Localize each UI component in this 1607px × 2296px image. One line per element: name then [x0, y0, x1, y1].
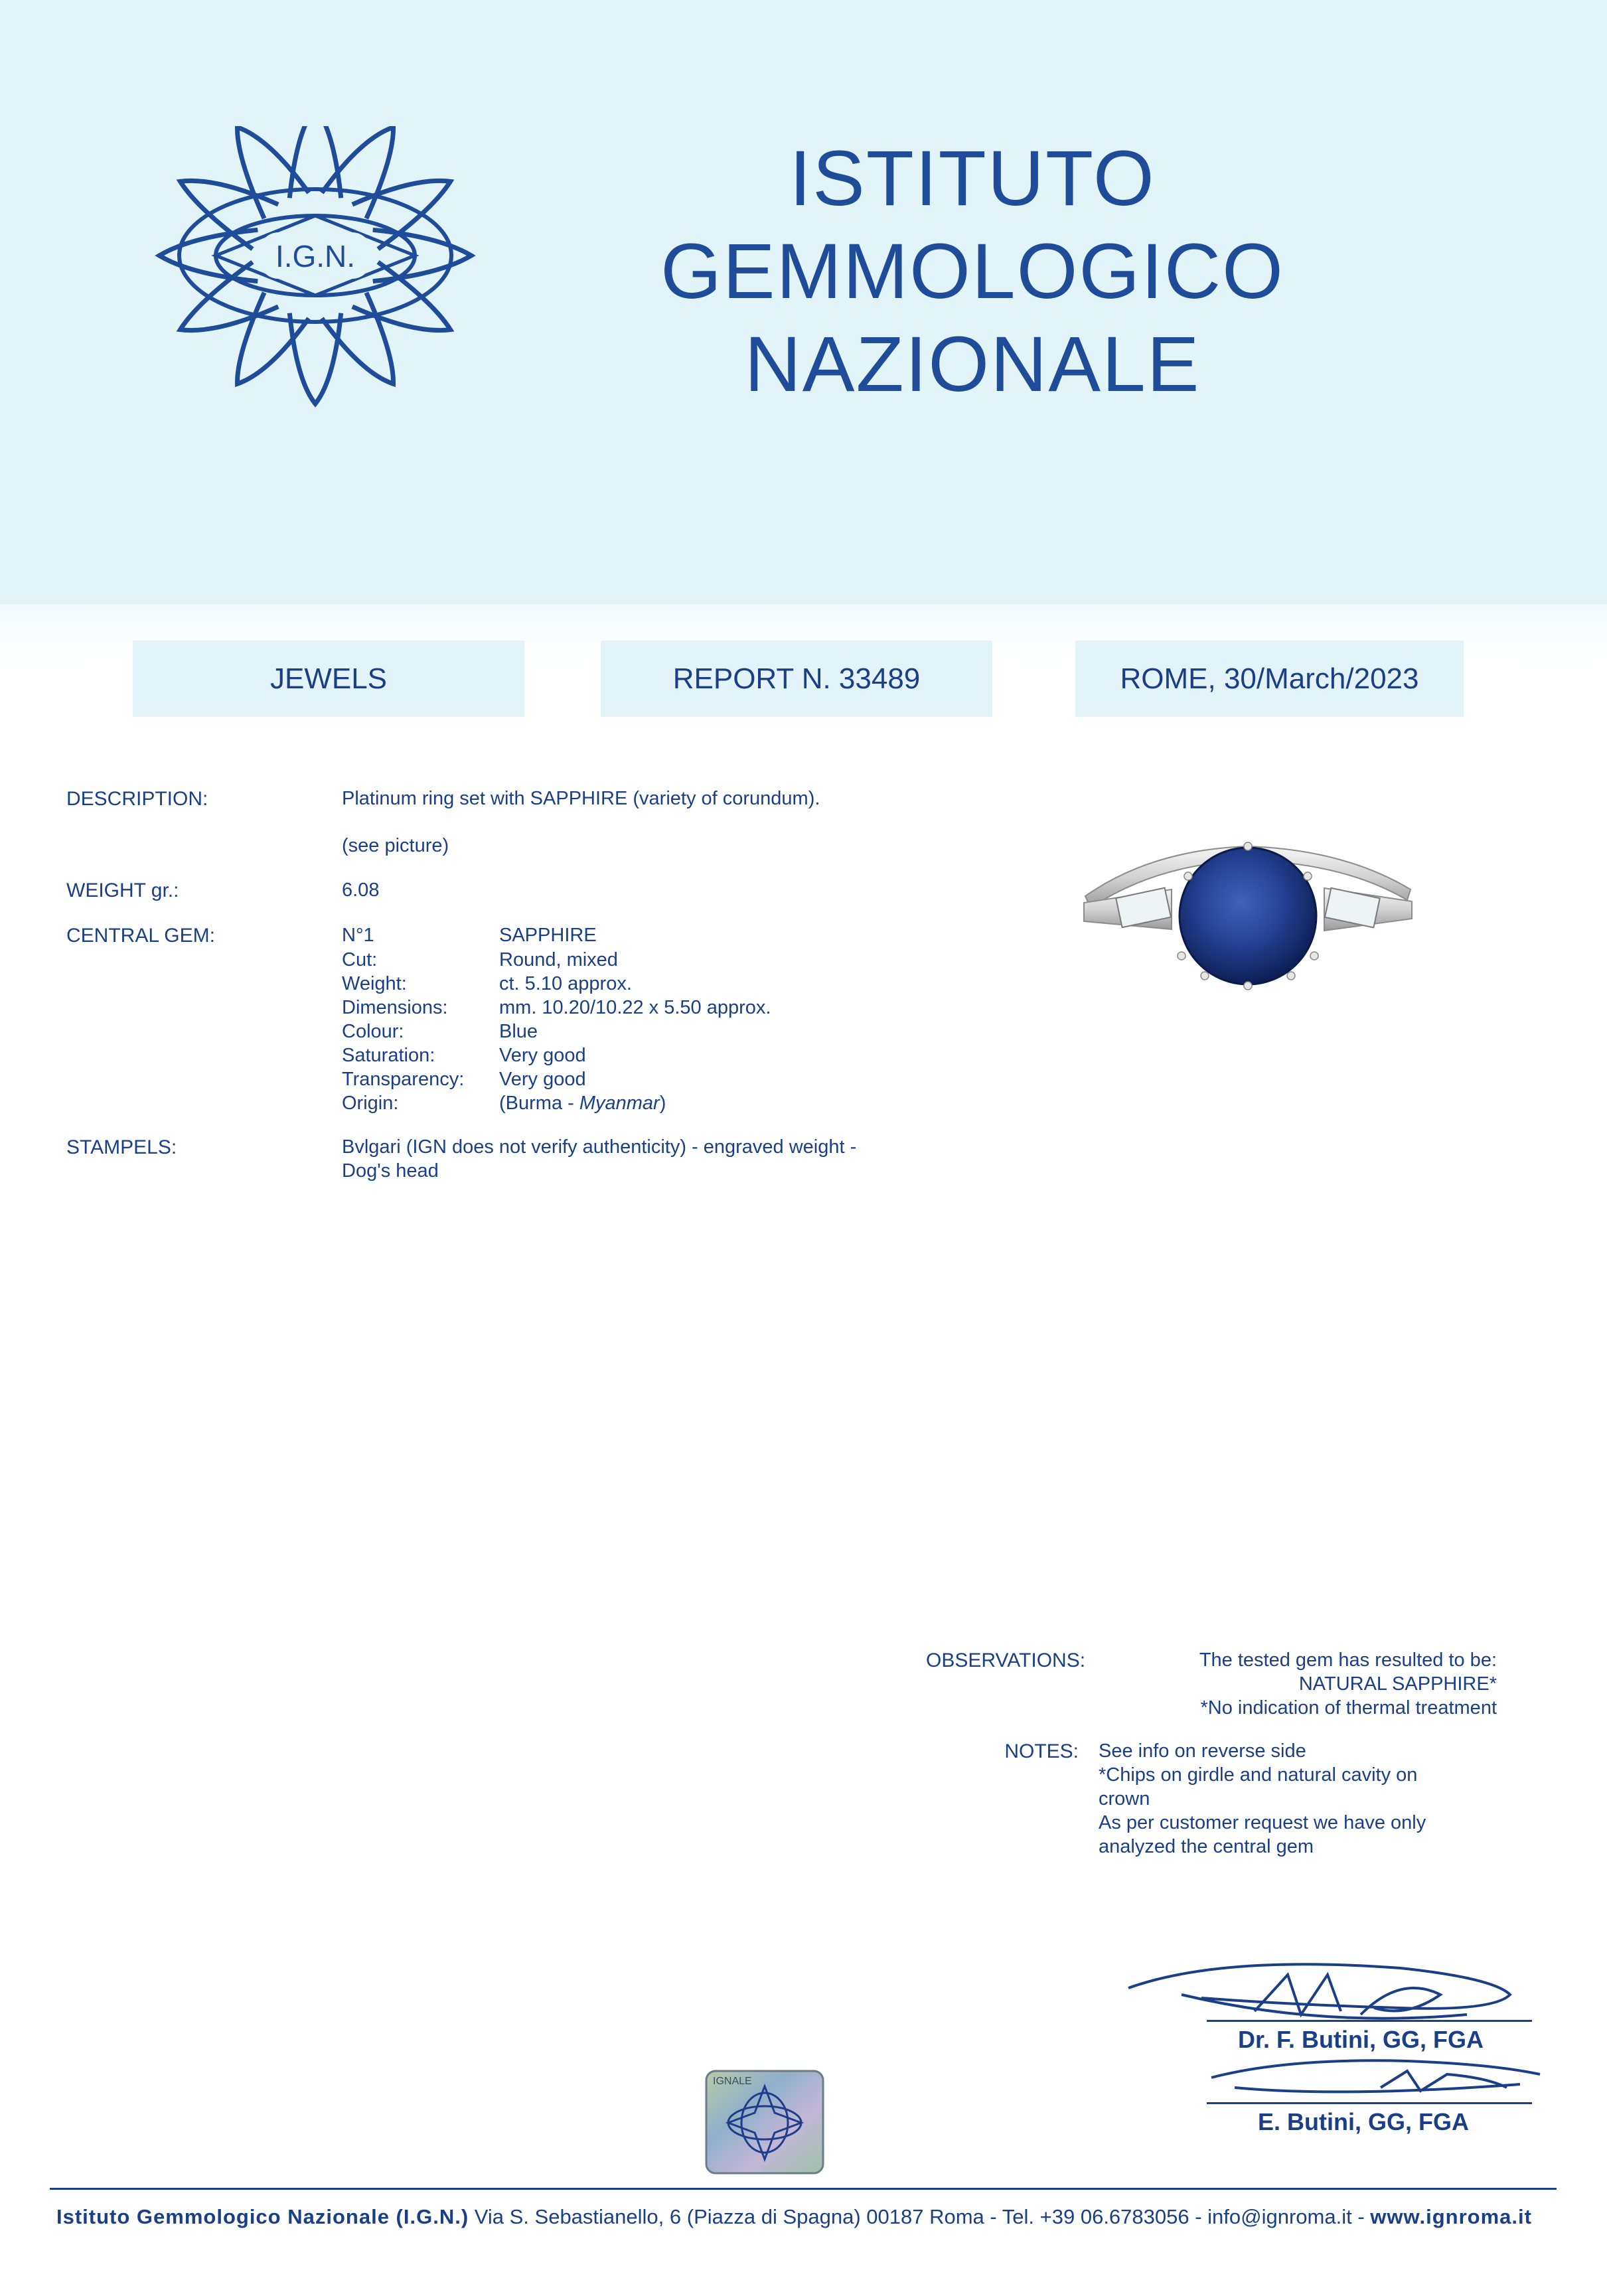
notes-line-2: *Chips on girdle and natural cavity on [1099, 1764, 1418, 1786]
title-line-3: NAZIONALE [744, 321, 1201, 408]
gem-name: SAPPHIRE [499, 925, 597, 946]
observations-label: OBSERVATIONS: [926, 1649, 1086, 1671]
title-line-1: ISTITUTO [789, 135, 1156, 222]
footer-address: Via S. Sebastianello, 6 (Piazza di Spagna) 00187 Roma - Tel. +39 06.6783056 - info@ignroma.it - [469, 2205, 1371, 2228]
hologram-seal [705, 2070, 824, 2175]
stampels-line-2: Dog's head [342, 1160, 439, 1182]
notes-line-3: crown [1099, 1788, 1150, 1809]
origin-suffix: ) [659, 1093, 666, 1114]
notes-line-5: analyzed the central gem [1099, 1836, 1314, 1857]
signature-1-line [1207, 2020, 1532, 2022]
observations-line-3: *No indication of thermal treatment [1200, 1697, 1497, 1719]
signature-2-line [1207, 2102, 1532, 2104]
footer-org: Istituto Gemmologico Nazionale (I.G.N.) [56, 2205, 469, 2228]
logo-petal [373, 230, 471, 281]
footer-website[interactable]: www.ignroma.it [1370, 2205, 1532, 2228]
stampels-label: STAMPELS: [66, 1136, 177, 1158]
weight-value: 6.08 [342, 880, 380, 901]
spec-label-saturation: Saturation: [342, 1045, 435, 1066]
weight-label: WEIGHT gr.: [66, 880, 179, 901]
place-date: ROME, 30/March/2023 [1120, 662, 1419, 695]
spec-label-transparency: Transparency: [342, 1069, 465, 1090]
origin-italic: Myanmar [579, 1093, 660, 1114]
signature-1-name: Dr. F. Butini, GG, FGA [1238, 2026, 1484, 2053]
spec-label-colour: Colour: [342, 1021, 404, 1042]
description-label: DESCRIPTION: [66, 788, 208, 810]
spec-label-weight: Weight: [342, 973, 407, 994]
spec-value-weight: ct. 5.10 approx. [499, 973, 632, 994]
spec-value-dimensions: mm. 10.20/10.22 x 5.50 approx. [499, 997, 771, 1018]
stampels-line-1: Bvlgari (IGN does not verify authenticity) - engraved weight - [342, 1136, 857, 1158]
description-text: Platinum ring set with SAPPHIRE (variety of corundum). [342, 788, 820, 809]
ring-picture [1072, 836, 1424, 1049]
spec-value-colour: Blue [499, 1021, 538, 1042]
origin-prefix: (Burma - [499, 1093, 579, 1114]
title-line-2: GEMMOLOGICO [660, 228, 1284, 315]
report-number: REPORT N. 33489 [672, 662, 921, 695]
ign-logo [129, 126, 501, 451]
footer-line [50, 2188, 1557, 2190]
observations-line-2: NATURAL SAPPHIRE* [1298, 1673, 1497, 1695]
signature-2-name: E. Butini, GG, FGA [1258, 2108, 1469, 2135]
central-gem-label: CENTRAL GEM: [66, 925, 215, 947]
category-band [133, 641, 524, 717]
signature-2-scribble [1208, 2051, 1553, 2104]
logo-text: I.G.N. [275, 239, 356, 273]
spec-value-transparency: Very good [499, 1069, 586, 1090]
footer [56, 2205, 1570, 2229]
observations-line-1: The tested gem has resulted to be: [1199, 1649, 1497, 1671]
category-text: JEWELS [269, 662, 388, 695]
spec-value-cut: Round, mixed [499, 949, 618, 970]
gem-number: N°1 [342, 925, 374, 946]
logo-petal [289, 313, 341, 404]
notes-line-4: As per customer request we have only [1099, 1812, 1426, 1833]
logo-petal [159, 230, 258, 281]
notes-label: NOTES: [1004, 1740, 1079, 1762]
spec-value-origin [499, 1093, 666, 1114]
spec-label-origin: Origin: [342, 1093, 399, 1114]
spec-label-cut: Cut: [342, 949, 378, 970]
spec-label-dimensions: Dimensions: [342, 997, 448, 1018]
report-band [601, 641, 992, 717]
date-band [1075, 641, 1464, 717]
description-note: (see picture) [342, 835, 449, 856]
seal-text: IGNALE [713, 2076, 752, 2087]
spec-value-saturation: Very good [499, 1045, 586, 1066]
notes-line-1: See info on reverse side [1099, 1740, 1306, 1762]
